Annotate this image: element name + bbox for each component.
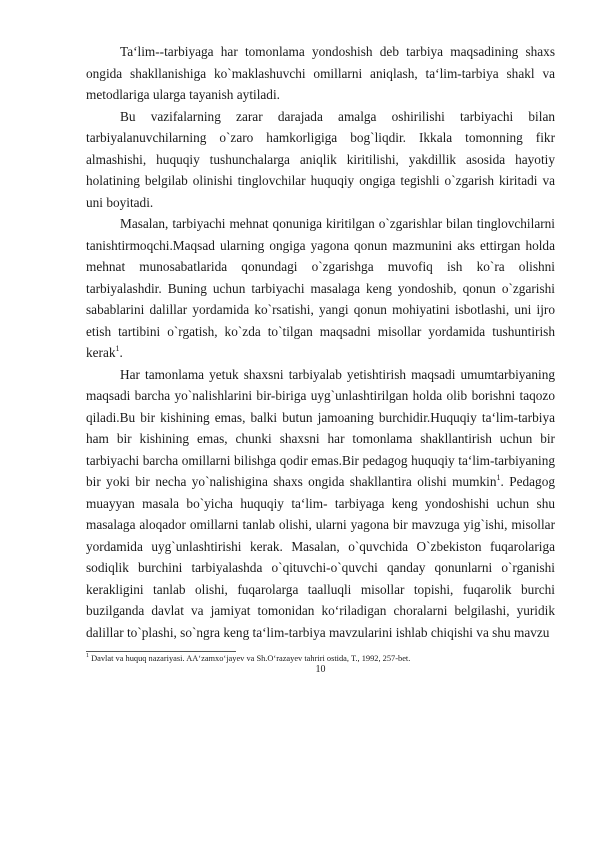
footnote <box>86 653 555 664</box>
paragraph-3-tail: . <box>119 345 123 360</box>
footnote-ref-marker: 1 <box>115 343 120 353</box>
paragraph-4-tail: . Pedagog muayyan masala bo`yicha huquqiy ta‘lim- tarbiyaga keng yondoshishi uchun shu masalaga aloqador omillarni tanlab olishi, ularni yagona bir mavzuga yig`ishi, misollar yordamida uyg`unlashtirishi kerak. Masalan, o`quvchida O`zbekiston fuqarolariga sodiqlik burchini tarbiyalashda o`qituvchi-o`quvchi qanday qonunlarni o`rganishi kerakligini tanlab olishi, fuqarolarga taalluqli misollar topishi, fuqarolik burchi buzilganda davlat va jamiyat tomonidan ko‘riladigan choralarni belgilashi, yuridik dalillar to`plashi, so`ngra keng ta‘lim-tarbiya mavzularini ishlab chiqishi va shu mavzu <box>86 474 555 640</box>
paragraph-1-text: Ta‘lim--tarbiyaga har tomonlama yondoshish deb tarbiya maqsadining shaxs ongida shakllanishiga ko`maklashuvchi omillarni aniqlash, ta‘lim-tarbiya shakl va metodlariga ularga tayanish aytiladi. <box>86 44 555 102</box>
footnote-ref-marker: 1 <box>496 472 501 482</box>
paragraph-2 <box>86 106 555 214</box>
paragraph-4 <box>86 364 555 644</box>
paragraph-3-text: Masalan, tarbiyachi mehnat qonuniga kiritilgan o`zgarishlar bilan tinglovchilarni tanishtirmoqchi.Maqsad ularning ongiga yagona qonun mazmunini aks ettirgan holda mehnat munosabatlarida qonundagi o`zgarishga muvofiq ish ko`ra olishni tarbiyalashdir. Buning uchun tarbiyachi masalaga keng yondoshib, qonun o`zgarishi sabablarini dalillar yordamida ko`rsatishi, yangi qonun mohiyatini isbotlashi, uni ijro etish tartibini o`rgatish, ko`zda to`tilgan maqsadni misollar yordamida tushuntirish kerak <box>86 216 555 360</box>
paragraph-2-text: Bu vazifalarning zarar darajada amalga oshirilishi tarbiyachi bilan tarbiyalanuvchilarning o`zaro hamkorligiga bog`liqdir. Ikkala tomonning fikr almashishi, huquqiy tushunchalarga aniqlik kiritilishi, yakdillik asosida hayotiy holatining belgilab olinishi tinglovchilar huquqiy ongiga tegishli o`zgarish kiritadi va uni boyitadi. <box>86 108 555 210</box>
document-page <box>86 41 555 676</box>
footnote-number: 1 <box>86 653 89 660</box>
paragraph-3 <box>86 213 555 364</box>
footnote-divider <box>86 651 236 652</box>
paragraph-1 <box>86 41 555 106</box>
page-number: 10 <box>315 664 326 675</box>
footnote-text: Davlat va huquq nazariyasi. AA‘zamxo‘jayev va Sh.O‘razayev tahriri ostida, T., 1992, 257-bet. <box>89 654 411 663</box>
paragraph-4-text: Har tamonlama yetuk shaxsni tarbiyalab yetishtirish maqsadi umumtarbiyaning maqsadi barcha yo`nalishlarini bir-biriga uyg`unlashtirilgan holda olib borishni taqozo qiladi.Bu bir kishining emas, balki butun jamoaning burchidir.Huquqiy ta‘lim-tarbiya ham bir kishining emas, chunki shaxsni har tomonlama shakllantirish uchun bir tarbiyachi barcha omillarni bilishga qodir emas.Bir pedagog huquqiy ta‘lim-tarbiyaning bir yoki bir necha yo`nalishigina shaxs ongida shakllantira olishi mumkin <box>86 366 555 489</box>
